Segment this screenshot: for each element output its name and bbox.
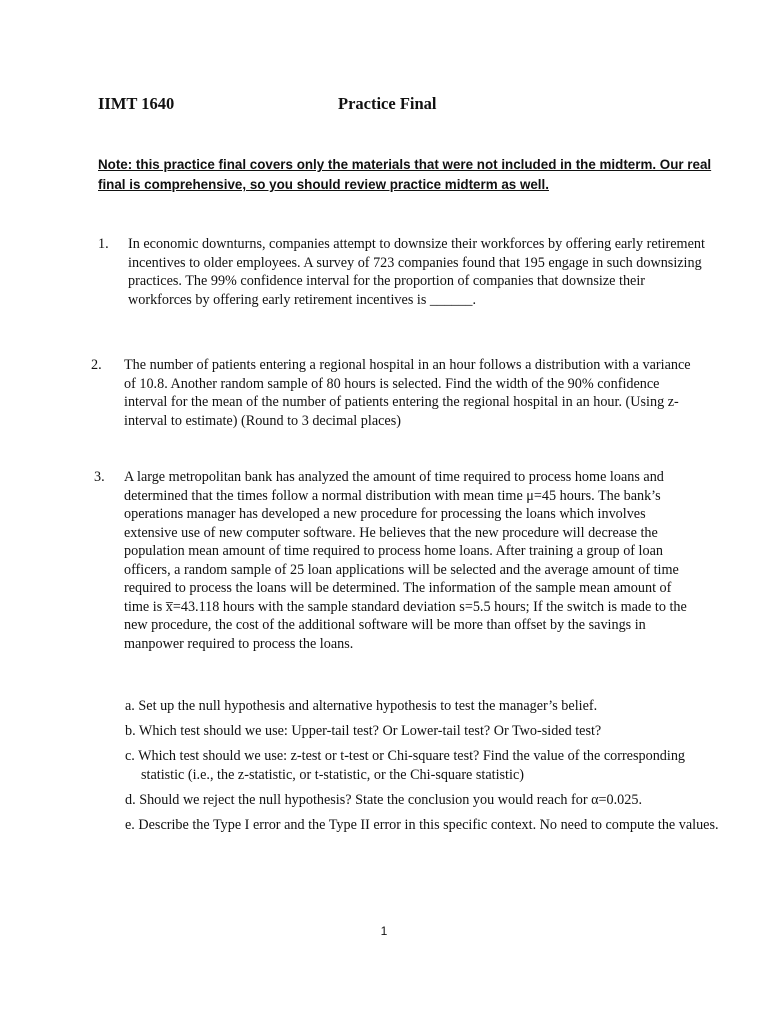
question-number: 1.: [98, 236, 109, 252]
question-number: 3.: [94, 469, 105, 485]
question-text: A large metropolitan bank has analyzed the amount of time required to process home loans and determined that the times follow a normal distribution with mean time μ=45 hours. The bank’s operations manager has developed a new procedure for processing the loans which involves extensive use of new computer software. He believes that the new procedure will decrease the population mean amount of time required to process home loans. After training a group of loan officers, a random sample of 25 loan applications will be selected and the average amount of time required to process the loans will be determined. The information of the sample mean amount of time is x̅=43.118 hours with the sample standard deviation s=5.5 hours; If the switch is made to the new procedure, the cost of the additional software will be more than offset by the savings in manpower required to process the loans.: [124, 469, 687, 652]
question-text: The number of patients entering a regional hospital in an hour follows a distribution with a variance of 10.8. Another random sample of 80 hours is selected. Find the width of the 90% confidence interval for the mean of the number of patients entering the regional hospital in an hour. (Using z-interval to estimate) (Round to 3 decimal places): [124, 357, 691, 429]
question-3-subparts: [125, 697, 725, 841]
subpart-b: b. Which test should we use: Upper-tail test? Or Lower-tail test? Or Two-sided test?: [125, 723, 602, 739]
question-text: In economic downturns, companies attempt to downsize their workforces by offering early retirement incentives to older employees. A survey of 723 companies found that 195 engage in such downsizing practices. The 99% confidence interval for the proportion of companies that downsize their workforces by offering early retirement incentives is ______.: [128, 236, 705, 308]
course-code: IIMT 1640: [98, 94, 175, 113]
subpart-a: a. Set up the null hypothesis and alternative hypothesis to test the manager’s belief.: [125, 698, 598, 714]
question-number: 2.: [91, 357, 102, 373]
document-title: Practice Final: [338, 94, 437, 113]
page-number: 1: [380, 924, 388, 938]
subpart-e: e. Describe the Type I error and the Type II error in this specific context. No need to compute the values.: [125, 816, 719, 833]
subpart-d: d. Should we reject the null hypothesis? State the conclusion you would reach for α=0.025.: [125, 791, 643, 808]
note-paragraph: Note: this practice final covers only the materials that were not included in the midterm. Our real final is comprehensive, so you should review practice midterm as well.: [98, 157, 712, 192]
subpart-c: c. Which test should we use: z-test or t-test or Chi-square test? Find the value of the corresponding statistic (i.e., the z-statistic, or t-statistic, or the Chi-square statistic): [125, 748, 686, 783]
page-header: [98, 94, 698, 118]
